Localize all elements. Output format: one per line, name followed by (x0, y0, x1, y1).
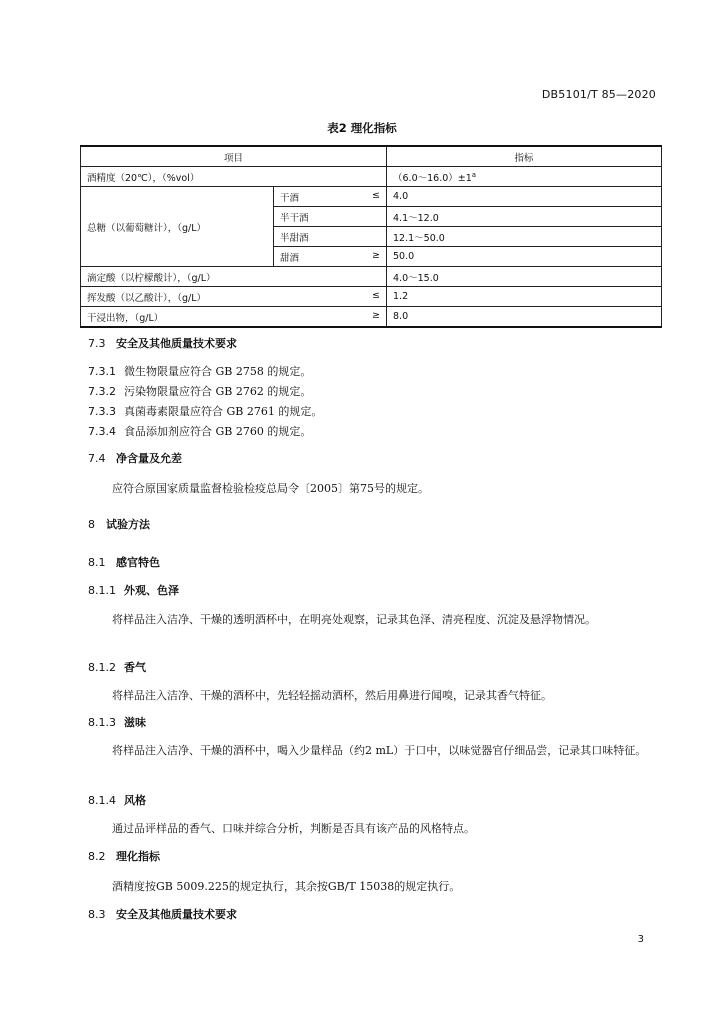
section-heading: 7.4 净含量及允差 (88, 452, 182, 465)
paragraph: 应符合原国家质量监督检验检疫总局令〔2005〕第75号的规定。 (112, 482, 429, 495)
subsection-list (88, 362, 656, 442)
sugar-type-dry: 干酒 ≤ (274, 187, 387, 207)
item-sugar: 总糖（以葡萄糖计），（g/L） (81, 187, 274, 267)
section-heading: 8.1 感官特色 (88, 556, 160, 569)
paragraph: 将样品注入洁净、干燥的透明酒杯中，在明亮处观察，记录其色泽、清亮程度、沉淀及悬浮物情况。 (112, 613, 596, 626)
section-heading: 8.2 理化指标 (88, 850, 160, 863)
document-code: DB5101/T 85—2020 (541, 88, 656, 101)
value-volatile: 1.2 (387, 287, 662, 307)
item-extract: 干浸出物，（g/L） ≥ (81, 307, 387, 328)
table-row (81, 287, 662, 307)
paragraph: 将样品注入洁净、干燥的酒杯中，先轻轻摇动酒杯，然后用鼻进行闻嗅，记录其香气特征。 (112, 689, 552, 702)
section-heading: 7.3 安全及其他质量技术要求 (88, 337, 237, 350)
header-item: 项目 (81, 146, 387, 167)
value-semi-sweet: 12.1～50.0 (387, 227, 662, 247)
table-row (81, 267, 662, 287)
section-heading: 8.1.3 滋味 (88, 716, 146, 729)
section-heading: 8.1.2 香气 (88, 661, 146, 674)
table-title: 表2 理化指标 (327, 121, 397, 135)
sugar-type-semi-sweet: 半甜酒 (274, 227, 387, 247)
value-semi-dry: 4.1～12.0 (387, 207, 662, 227)
section-heading: 8 试验方法 (88, 518, 150, 531)
header-value: 指标 (387, 146, 662, 167)
section-heading: 8.3 安全及其他质量技术要求 (88, 908, 237, 921)
section-heading: 8.1.1 外观、色泽 (88, 584, 179, 597)
table-row (81, 167, 662, 187)
value-dry: 4.0 (387, 187, 662, 207)
value-sweet: 50.0 (387, 247, 662, 267)
list-item: 7.3.4 食品添加剂应符合 GB 2760 的规定。 (88, 425, 312, 438)
table-row (81, 307, 662, 328)
sugar-type-sweet: 甜酒 ≥ (274, 247, 387, 267)
item-volatile: 挥发酸（以乙酸计），（g/L） ≤ (81, 287, 387, 307)
table-row (81, 187, 662, 207)
value-alcohol: $(6.0\sim 16.0)\pm 1^a$ (387, 167, 662, 187)
paragraph: 将样品注入洁净、干燥的酒杯中，喝入少量样品（约2 mL）于口中，以味觉器官仔细品尝，记录其口味特征。 (112, 744, 647, 757)
paragraph: 通过品评样品的香气、口味并综合分析，判断是否具有该产品的风格特点。 (112, 822, 475, 835)
item-alcohol: 酒精度（20℃），（%vol） (81, 167, 387, 187)
table-header-row (81, 146, 662, 167)
list-item: 7.3.2 污染物限量应符合 GB 2762 的规定。 (88, 385, 312, 398)
value-acid: 4.0～15.0 (387, 267, 662, 287)
section-heading: 8.1.4 风格 (88, 794, 146, 807)
item-acid: 滴定酸（以柠檬酸计），（g/L） (81, 267, 387, 287)
sugar-type-semi-dry: 半干酒 (274, 207, 387, 227)
paragraph: 酒精度按GB 5009.225的规定执行，其余按GB/T 15038的规定执行。 (112, 880, 461, 893)
list-item: 7.3.3 真菌毒素限量应符合 GB 2761 的规定。 (88, 405, 323, 418)
list-item: 7.3.1 微生物限量应符合 GB 2758 的规定。 (88, 365, 312, 378)
value-extract: 8.0 (387, 307, 662, 328)
page-number: 3 (637, 934, 644, 945)
spec-table (80, 145, 662, 328)
